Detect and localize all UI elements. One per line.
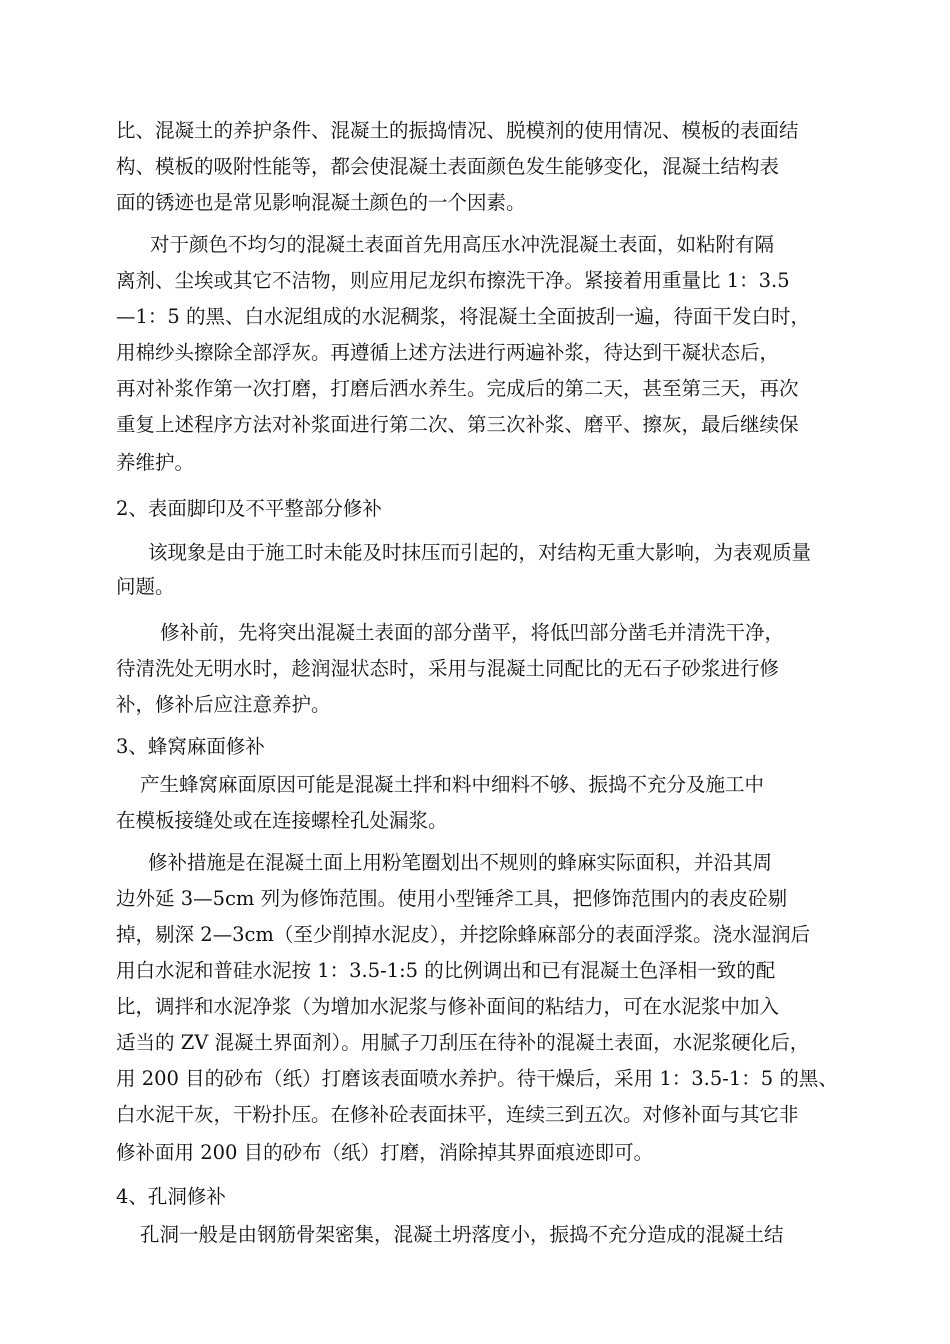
body-text-line: 重复上述程序方法对补浆面进行第二次、第三次补浆、磨平、擦灰，最后继续保 <box>116 413 799 436</box>
body-text-line: 待清洗处无明水时，趁润湿状态时，采用与混凝土同配比的无石子砂浆进行修 <box>116 657 780 680</box>
body-text-line: 孔洞一般是由钢筋骨架密集，混凝土坍落度小，振捣不充分造成的混凝土结 <box>140 1223 784 1246</box>
body-text-line: 问题。 <box>116 575 175 598</box>
body-text-line: 用棉纱头擦除全部浮灰。再遵循上述方法进行两遍补浆，待达到干凝状态后， <box>116 341 780 364</box>
body-text-line: 适当的 ZV 混凝土界面剂）。用腻子刀刮压在待补的混凝土表面，水泥浆硬化后， <box>116 1031 810 1054</box>
body-text-line: 用白水泥和普硅水泥按 1：3.5-1:5 的比例调出和已有混凝土色泽相一致的配 <box>116 959 776 982</box>
body-text-line: 构、模板的吸附性能等，都会使混凝土表面颜色发生能够变化，混凝土结构表 <box>116 155 780 178</box>
body-text-line: 用 200 目的砂布（纸）打磨该表面喷水养护。待干燥后，采用 1：3.5-1：5 的黑、 <box>116 1067 838 1090</box>
body-text-line: 补，修补后应注意养护。 <box>116 693 331 716</box>
body-text-line: 修补前，先将突出混凝土表面的部分凿平，将低凹部分凿毛并清洗干净， <box>160 621 785 644</box>
section-heading: 3、蜂窝麻面修补 <box>116 735 265 758</box>
body-text-line: 再对补浆作第一次打磨，打磨后洒水养生。完成后的第二天，甚至第三天，再次 <box>116 377 799 400</box>
body-text-line: 面的锈迹也是常见影响混凝土颜色的一个因素。 <box>116 191 526 214</box>
body-text-line: 养维护。 <box>116 451 195 474</box>
body-text-line: 产生蜂窝麻面原因可能是混凝土拌和料中细料不够、振捣不充分及施工中 <box>140 773 765 796</box>
body-text-line: 掉，剔深 2—3cm（至少削掉水泥皮），并挖除蜂麻部分的表面浮浆。浇水湿润后 <box>116 923 811 946</box>
body-text-line: 对于颜色不均匀的混凝土表面首先用高压水冲洗混凝土表面，如粘附有隔 <box>150 233 775 256</box>
body-text-line: 修补措施是在混凝土面上用粉笔圈划出不规则的蜂麻实际面积，并沿其周 <box>148 851 773 874</box>
body-text-line: —1：5 的黑、白水泥组成的水泥稠浆，将混凝土全面披刮一遍，待面干发白时， <box>116 305 811 328</box>
section-heading: 4、孔洞修补 <box>116 1185 226 1208</box>
body-text-line: 离剂、尘埃或其它不洁物，则应用尼龙织布擦洗干净。紧接着用重量比 1：3.5 <box>116 269 790 292</box>
body-text-line: 在模板接缝处或在连接螺栓孔处漏浆。 <box>116 809 448 832</box>
body-text-line: 边外延 3—5cm 列为修饰范围。使用小型锤斧工具，把修饰范围内的表皮砼剔 <box>116 887 788 910</box>
body-text-line: 修补面用 200 目的砂布（纸）打磨，消除掉其界面痕迹即可。 <box>116 1141 654 1164</box>
body-text-line: 比，调拌和水泥净浆（为增加水泥浆与修补面间的粘结力，可在水泥浆中加入 <box>116 995 780 1018</box>
body-text-line: 比、混凝土的养护条件、混凝土的振捣情况、脱模剂的使用情况、模板的表面结 <box>116 119 799 142</box>
body-text-line: 白水泥干灰，干粉扑压。在修补砼表面抹平，连续三到五次。对修补面与其它非 <box>116 1103 799 1126</box>
section-heading: 2、表面脚印及不平整部分修补 <box>116 497 382 520</box>
body-text-line: 该现象是由于施工时未能及时抹压而引起的，对结构无重大影响，为表观质量 <box>148 541 812 564</box>
